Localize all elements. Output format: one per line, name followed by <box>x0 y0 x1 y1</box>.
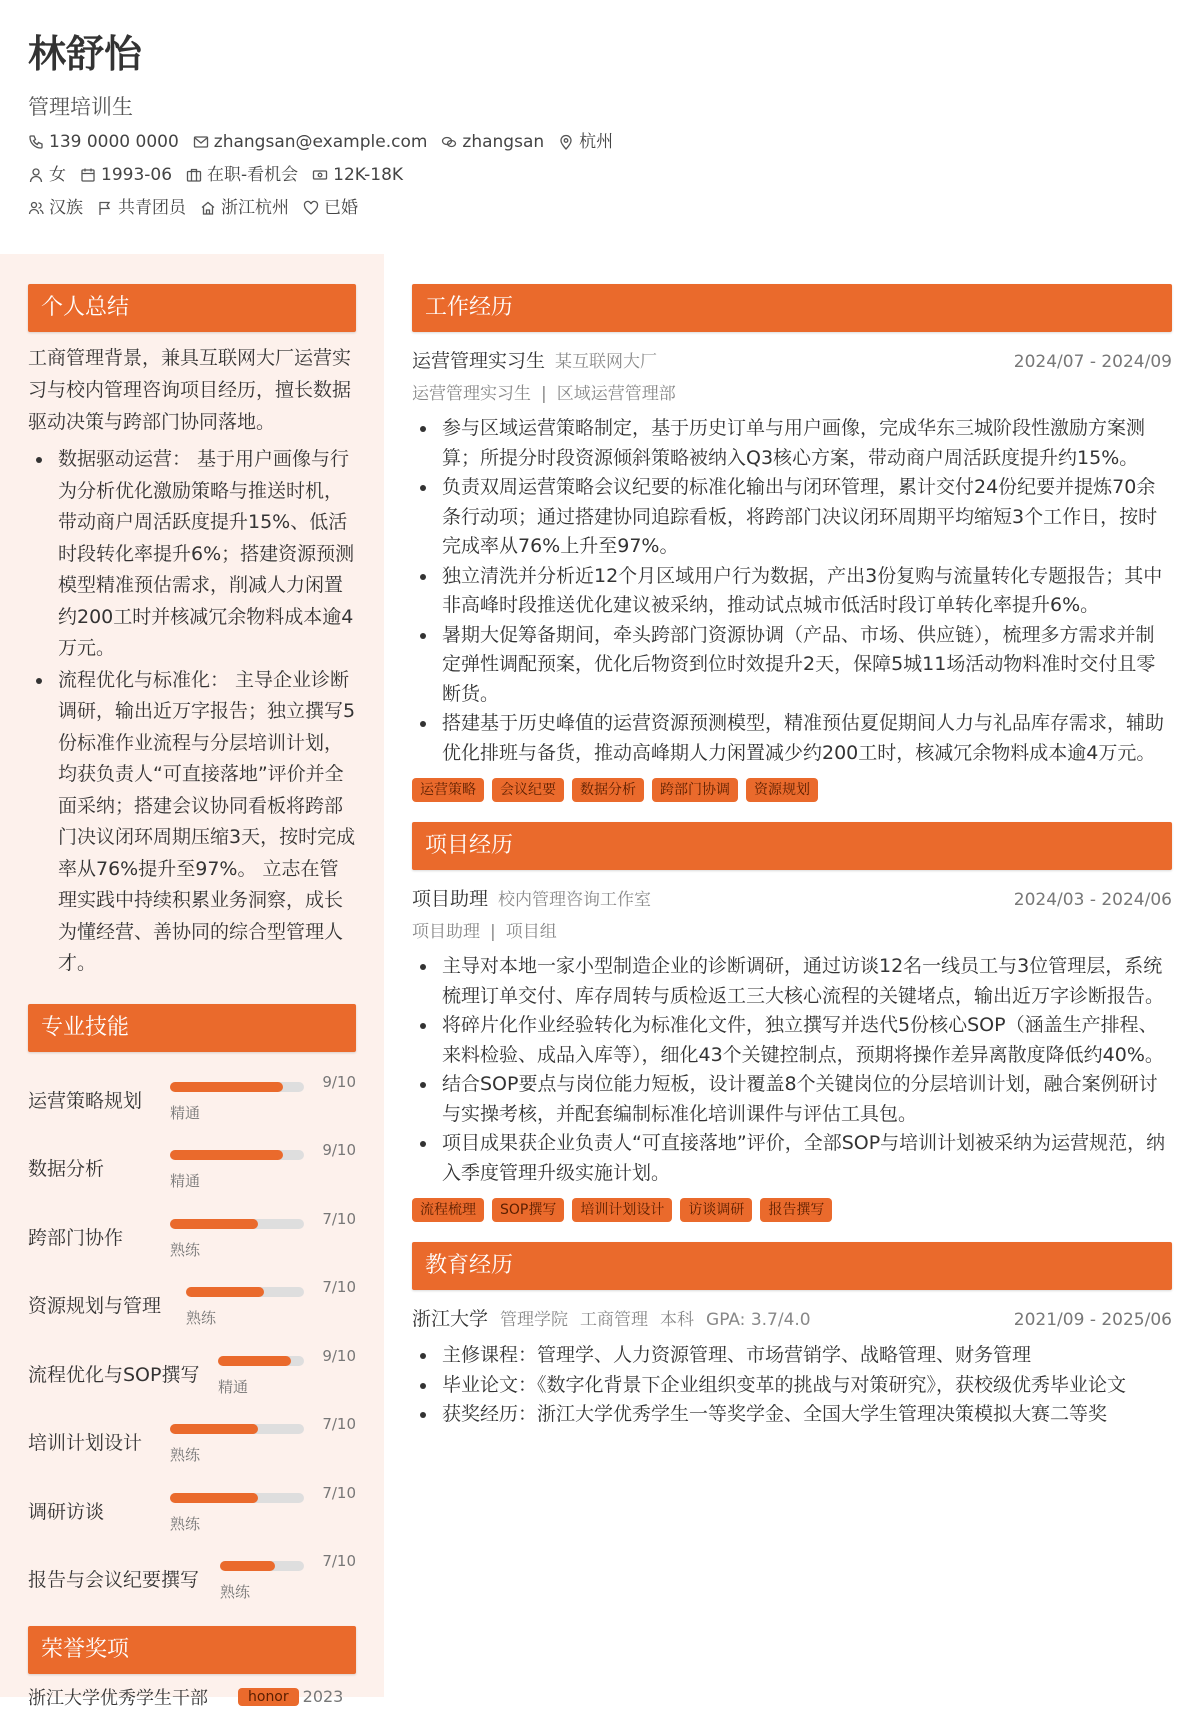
skill-tag: 跨部门协调 <box>652 778 738 802</box>
work-entry <box>412 346 1172 802</box>
major-name: 工商管理 <box>580 1310 649 1330</box>
skill-name: 报告与会议纪要撰写 <box>28 1569 200 1591</box>
phone-icon <box>28 134 44 150</box>
marital-text: 已婚 <box>324 198 358 218</box>
skill-row <box>28 1271 356 1340</box>
political-item <box>97 195 186 221</box>
education-entry <box>412 1304 1172 1430</box>
skill-bar-track <box>220 1561 304 1571</box>
work-bullet: 独立清洗并分析近12个月区域用户行为数据，产出3份复购与流量转化专题报告；其中非高峰时段推送优化建议被采纳，推动试点城市低活时段订单转化率提升6%。 <box>412 562 1172 621</box>
skill-tag: 培训计划设计 <box>572 1198 672 1222</box>
divider: | <box>490 922 496 942</box>
skill-tag: 会议纪要 <box>492 778 564 802</box>
email-text: zhangsan@example.com <box>213 132 428 152</box>
work-bullets <box>412 414 1172 768</box>
summary-bullet: 数据驱动运营： 基于用户画像与行为分析优化激励策略与推送时机，带动商户周活跃度提升15%、低活时段转化率提升6%；搭建资源预测模型精准预估需求，削减人力闲置约200工时并核减冗余物料成本逾4万元。 <box>28 444 356 665</box>
skill-bar-track <box>218 1356 304 1366</box>
phone-item <box>28 129 179 155</box>
education-header <box>412 1304 1172 1331</box>
skills-section-title: 专业技能 <box>28 1004 356 1052</box>
divider: | <box>541 384 547 404</box>
home-icon <box>200 200 216 216</box>
skill-bar-track <box>170 1219 304 1229</box>
skill-bar-track <box>170 1150 304 1160</box>
resume-header <box>28 28 1178 221</box>
project-entry <box>412 884 1172 1222</box>
skill-name: 跨部门协作 <box>28 1226 124 1249</box>
summary-list <box>28 444 356 980</box>
work-bullet: 搭建基于历史峰值的运营资源预测模型，精准预估夏促期间人力与礼品库存需求，辅助优化排班与备货，推动高峰期人力闲置减少约200工时，核减冗余物料成本逾4万元。 <box>412 709 1172 768</box>
candidate-role: 管理培训生 <box>28 95 133 119</box>
education-date: 2021/09 - 2025/06 <box>1013 1310 1172 1330</box>
project-org: 校内管理咨询工作室 <box>498 890 652 910</box>
money-icon <box>312 167 328 183</box>
honor-name: 浙江大学优秀学生干部 <box>28 1687 208 1709</box>
skill-tag: 运营策略 <box>412 778 484 802</box>
hometown-item <box>200 195 289 221</box>
work-subline <box>412 379 1172 404</box>
left-column <box>0 254 384 1709</box>
skill-score: 7/10 <box>322 1278 356 1296</box>
skill-bar-fill <box>170 1082 283 1092</box>
status-item <box>186 162 298 188</box>
honors-section-title: 荣誉奖项 <box>28 1626 356 1674</box>
skill-level: 熟练 <box>170 1446 201 1464</box>
summary-bullet: 流程优化与标准化： 主导企业诊断调研，输出近万字报告；独立撰写5份标准作业流程与分层培训计划，均获负责人“可直接落地”评价并全面采纳；搭建会议协同看板将跨部门决议闭环周期压缩3天，按时完成率从76%提升至97%。 立志在管理实践中持续积累业务洞察，成长为懂经营、善协同的综合型管理人才。 <box>28 665 356 980</box>
candidate-name: 林舒怡 <box>28 32 143 76</box>
honor-year: 2023 <box>302 1687 344 1706</box>
skill-bar-fill <box>170 1150 283 1160</box>
contact-row <box>28 129 1178 155</box>
location-item <box>558 129 613 155</box>
education-bullets <box>412 1341 1172 1430</box>
skill-bar-track <box>170 1424 304 1434</box>
briefcase-icon <box>186 167 202 183</box>
skill-score: 9/10 <box>322 1346 356 1365</box>
location-icon <box>558 134 574 150</box>
skill-row <box>28 1066 356 1135</box>
project-bullet: 结合SOP要点与岗位能力短板，设计覆盖8个关键岗位的分层培训计划，融合案例研讨与实操考核，并配套编制标准化培训课件与评估工具包。 <box>412 1070 1172 1129</box>
status-text: 在职-看机会 <box>207 165 299 185</box>
skill-bar-track <box>186 1287 304 1297</box>
work-department: 区域运营管理部 <box>556 384 676 404</box>
skill-score: 7/10 <box>322 1415 356 1433</box>
marital-item <box>303 195 358 221</box>
degree: 本科 <box>660 1310 695 1330</box>
gpa: GPA: 3.7/4.0 <box>706 1310 811 1330</box>
education-bullet: 获奖经历：浙江大学优秀学生一等奖学金、全国大学生管理决策模拟大赛二等奖 <box>412 1400 1172 1430</box>
work-section-title: 工作经历 <box>412 284 1172 332</box>
summary-section-title: 个人总结 <box>28 284 356 332</box>
skill-level: 熟练 <box>220 1583 251 1601</box>
skill-level: 熟练 <box>170 1240 201 1259</box>
salary-item <box>312 162 403 188</box>
skill-tag: 流程梳理 <box>412 1198 484 1222</box>
skill-name: 培训计划设计 <box>28 1432 143 1454</box>
education-bullet: 毕业论文：《数字化背景下企业组织变革的挑战与对策研究》，获校级优秀毕业论文 <box>412 1371 1172 1401</box>
work-tags <box>412 778 1172 802</box>
project-bullet: 将碎片化作业经验转化为标准化文件，独立撰写并迭代5份核心SOP（涵盖生产排程、来料检验、成品入库等），细化43个关键控制点，预期将操作差异离散度降低约40%。 <box>412 1011 1172 1070</box>
skill-name: 数据分析 <box>28 1158 105 1180</box>
skill-level: 精通 <box>218 1377 249 1396</box>
skill-name: 资源规划与管理 <box>28 1295 162 1317</box>
skill-score: 7/10 <box>322 1552 356 1570</box>
email-item <box>193 129 428 155</box>
work-bullet: 参与区域运营策略制定，基于历史订单与用户画像，完成华东三城阶段性激励方案测算；所提分时段资源倾斜策略被纳入Q3核心方案，带动商户周活跃度提升约15%。 <box>412 414 1172 473</box>
education-section-title: 教育经历 <box>412 1242 1172 1290</box>
wechat-item <box>441 129 544 155</box>
right-column <box>412 284 1172 1430</box>
skill-row <box>28 1134 356 1203</box>
work-bullet: 暑期大促筹备期间，牵头跨部门资源协调（产品、市场、供应链），梳理多方需求并制定弹性调配预案，优化后物资到位时效提升2天，保障5城11场活动物料准时交付且零断货。 <box>412 621 1172 710</box>
skill-tag: 数据分析 <box>572 778 644 802</box>
background-row <box>28 195 1178 221</box>
political-text: 共青团员 <box>118 198 186 218</box>
work-date: 2024/07 - 2024/09 <box>1013 352 1172 372</box>
skill-row <box>28 1545 356 1614</box>
skill-bar-track <box>170 1493 304 1503</box>
skill-score: 9/10 <box>322 1141 356 1159</box>
location-text: 杭州 <box>579 132 614 152</box>
education-bullet: 主修课程：管理学、人力资源管理、市场营销学、战略管理、财务管理 <box>412 1341 1172 1371</box>
birth-text: 1993-06 <box>101 165 173 185</box>
skill-level: 精通 <box>170 1172 201 1190</box>
personal-row <box>28 162 1178 188</box>
work-title: 运营管理实习生 <box>412 350 546 372</box>
flag-icon <box>97 200 113 216</box>
skill-score: 7/10 <box>322 1483 356 1502</box>
project-bullet: 项目成果获企业负责人“可直接落地”评价，全部SOP与培训计划被采纳为运营规范，纳入季度管理升级实施计划。 <box>412 1129 1172 1188</box>
skill-row <box>28 1408 356 1477</box>
project-tags <box>412 1198 1172 1222</box>
skill-bar-track <box>170 1082 304 1092</box>
salary-text: 12K-18K <box>333 165 404 185</box>
project-title: 项目助理 <box>412 888 489 910</box>
skill-row <box>28 1477 356 1546</box>
user-icon <box>28 167 44 183</box>
work-org: 某互联网大厂 <box>555 352 658 372</box>
skill-tag: 资源规划 <box>746 778 818 802</box>
hometown-text: 浙江杭州 <box>221 198 289 218</box>
skill-name: 调研访谈 <box>28 1500 105 1523</box>
skill-score: 7/10 <box>322 1209 356 1228</box>
heart-icon <box>303 200 319 216</box>
gender-item <box>28 162 66 188</box>
work-entry-header <box>412 346 1172 373</box>
skill-bar-fill <box>170 1493 258 1503</box>
project-bullets <box>412 952 1172 1188</box>
skills-list <box>28 1066 356 1614</box>
ethnicity-text: 汉族 <box>49 198 83 218</box>
birth-item <box>80 162 172 188</box>
work-bullet: 负责双周运营策略会议纪要的标准化输出与闭环管理，累计交付24份纪要并提炼70余条行动项；通过搭建协同追踪看板，将跨部门决议闭环周期平均缩短3个工作日，按时完成率从76%上升至97%。 <box>412 473 1172 562</box>
ethnicity-item <box>28 195 83 221</box>
honor-badge: honor <box>238 1688 299 1706</box>
skill-name: 运营策略规划 <box>28 1089 143 1112</box>
skill-level: 熟练 <box>186 1309 217 1327</box>
work-position: 运营管理实习生 <box>412 384 531 404</box>
skill-bar-fill <box>186 1287 264 1297</box>
gender-text: 女 <box>49 165 66 185</box>
skill-bar-fill <box>220 1561 275 1571</box>
project-team: 项目组 <box>505 922 557 942</box>
college-name: 管理学院 <box>500 1310 569 1330</box>
wechat-icon <box>441 134 457 150</box>
project-entry-header <box>412 884 1172 911</box>
people-icon <box>28 200 44 216</box>
skill-bar-fill <box>218 1356 291 1366</box>
skill-row <box>28 1340 356 1409</box>
skill-level: 精通 <box>170 1103 201 1122</box>
project-bullet: 主导对本地一家小型制造企业的诊断调研，通过访谈12名一线员工与3位管理层，系统梳理订单交付、库存周转与质检返工三大核心流程的关键堵点，输出近万字诊断报告。 <box>412 952 1172 1011</box>
skill-tag: 报告撰写 <box>760 1198 832 1222</box>
project-subline <box>412 917 1172 942</box>
project-date: 2024/03 - 2024/06 <box>1013 890 1172 910</box>
school-name: 浙江大学 <box>412 1308 489 1330</box>
phone-text: 139 0000 0000 <box>49 132 179 152</box>
skill-score: 9/10 <box>322 1072 356 1091</box>
skill-name: 流程优化与SOP撰写 <box>28 1363 200 1386</box>
skill-row <box>28 1203 356 1272</box>
project-section-title: 项目经历 <box>412 822 1172 870</box>
skill-bar-fill <box>170 1219 258 1229</box>
skill-level: 熟练 <box>170 1514 201 1533</box>
skill-bar-fill <box>170 1424 258 1434</box>
mail-icon <box>193 134 209 150</box>
calendar-icon <box>80 167 96 183</box>
project-role: 项目助理 <box>412 922 480 942</box>
wechat-text: zhangsan <box>462 132 545 152</box>
skill-tag: 访谈调研 <box>680 1198 752 1222</box>
skill-tag: SOP撰写 <box>492 1198 564 1222</box>
summary-intro: 工商管理背景，兼具互联网大厂运营实习与校内管理咨询项目经历，擅长数据驱动决策与跨部门协同落地。 <box>28 347 352 433</box>
